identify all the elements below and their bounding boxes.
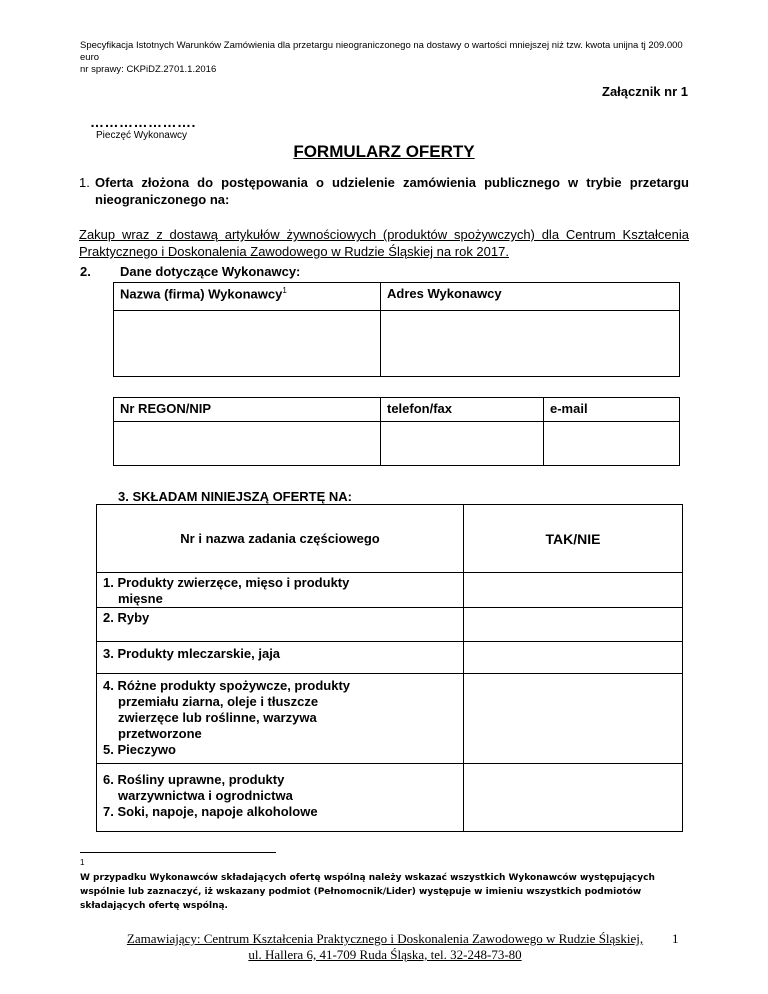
contractor-address-field[interactable] bbox=[381, 311, 680, 377]
footnote-ref: 1 bbox=[282, 286, 287, 295]
task-column-header bbox=[97, 505, 464, 573]
footnote-number: 1 bbox=[80, 858, 85, 867]
phone-label: telefon/fax bbox=[387, 401, 453, 416]
task-6-7-answer[interactable] bbox=[464, 764, 683, 832]
section-1-number: 1. bbox=[79, 175, 90, 190]
footer-line-2: ul. Hallera 6, 41-709 Ruda Śląska, tel. 32-248-73-80 bbox=[248, 947, 522, 962]
task-row-2 bbox=[97, 608, 464, 642]
task-1-line2: mięsne bbox=[118, 591, 163, 606]
contractor-name-field[interactable] bbox=[114, 311, 381, 377]
regon-label: Nr REGON/NIP bbox=[120, 401, 212, 416]
contractor-address-header bbox=[381, 283, 680, 311]
task-1-answer[interactable] bbox=[464, 573, 683, 608]
task-4-line4: przetworzone bbox=[118, 726, 202, 741]
section-2-number: 2. bbox=[80, 264, 91, 279]
section-1 bbox=[79, 174, 689, 208]
task-7-line1: 7. Soki, napoje, napoje alkoholowe bbox=[103, 804, 318, 819]
contractor-address-label: Adres Wykonawcy bbox=[387, 286, 502, 301]
phone-field[interactable] bbox=[381, 422, 544, 466]
task-5-line1: 5. Pieczywo bbox=[103, 742, 176, 757]
section-2-title: Dane dotyczące Wykonawcy: bbox=[120, 264, 301, 279]
task-4-line1: 4. Różne produkty spożywcze, produkty bbox=[103, 678, 351, 693]
task-4-5-answer[interactable] bbox=[464, 674, 683, 764]
task-row-3 bbox=[97, 642, 464, 674]
task-2-answer[interactable] bbox=[464, 608, 683, 642]
task-3-line1: 3. Produkty mleczarskie, jaja bbox=[103, 646, 281, 661]
offer-table bbox=[96, 504, 683, 832]
task-4-line3: zwierzęce lub roślinne, warzywa bbox=[118, 710, 317, 725]
email-field[interactable] bbox=[544, 422, 680, 466]
email-header bbox=[544, 398, 680, 422]
phone-header bbox=[381, 398, 544, 422]
section-1-text: Oferta złożona do postępowania o udzielenie zamówienia publicznego w trybie przetargu nieograniczonego na: bbox=[95, 175, 689, 207]
footnote-divider bbox=[80, 852, 276, 853]
answer-column-header bbox=[464, 505, 683, 573]
section-3-title: 3. SKŁADAM NINIEJSZĄ OFERTĘ NA: bbox=[118, 489, 353, 504]
task-row-1 bbox=[97, 573, 464, 608]
footer-line-1: Zamawiający: Centrum Kształcenia Praktycznego i Doskonalenia Zawodowego w Rudzie Śląskiej, bbox=[126, 931, 644, 946]
task-6-line2: warzywnictwa i ogrodnictwa bbox=[118, 788, 293, 803]
page-number: 1 bbox=[672, 931, 679, 946]
stamp-dots: …………………. bbox=[90, 114, 196, 130]
task-row-6-7 bbox=[97, 764, 464, 832]
task-2-line1: 2. Ryby bbox=[103, 610, 150, 625]
task-3-answer[interactable] bbox=[464, 642, 683, 674]
email-label: e-mail bbox=[550, 401, 588, 416]
task-column-label: Nr i nazwa zadania częściowego bbox=[180, 530, 380, 546]
answer-column-label: TAK/NIE bbox=[545, 530, 601, 547]
annex-label: Załącznik nr 1 bbox=[602, 84, 688, 99]
stamp-label: Pieczęć Wykonawcy bbox=[96, 130, 188, 141]
page-title: FORMULARZ OFERTY bbox=[293, 142, 475, 161]
page-footer bbox=[110, 931, 660, 963]
header-spec-line: Specyfikacja Istotnych Warunków Zamówienia dla przetargu nieograniczonego na dostawy o wartości mniejszej niż tzw. kwota unijna tj 209.000 euro bbox=[80, 40, 683, 63]
task-1-line1: 1. Produkty zwierzęce, mięso i produkty bbox=[103, 575, 350, 590]
task-4-line2: przemiału ziarna, oleje i tłuszcze bbox=[118, 694, 319, 709]
header-case-number: nr sprawy: CKPiDZ.2701.1.2016 bbox=[80, 64, 217, 75]
contractor-table-1 bbox=[113, 282, 680, 377]
contractor-name-label: Nazwa (firma) Wykonawcy bbox=[120, 286, 283, 302]
footnote-text: W przypadku Wykonawców składających ofertę wspólną należy wskazać wszystkich Wykonawców występujących wspólnie lub zaznaczyć, iż wskazany podmiot (Pełnomocnik/Lider) występuje w imieniu wszystkich podmiotów składających ofertę wspólną. bbox=[80, 873, 655, 911]
regon-field[interactable] bbox=[114, 422, 381, 466]
task-row-4-5 bbox=[97, 674, 464, 764]
order-subject: Zakup wraz z dostawą artykułów żywnościowych (produktów spożywczych) dla Centrum Kształcenia Praktycznego i Doskonalenia Zawodowego w Rudzie Śląskiej na rok 2017. bbox=[79, 227, 689, 259]
task-6-line1: 6. Rośliny uprawne, produkty bbox=[103, 772, 285, 787]
contractor-table-2 bbox=[113, 397, 680, 466]
contractor-name-header bbox=[114, 283, 381, 311]
regon-header bbox=[114, 398, 381, 422]
running-header bbox=[80, 40, 700, 76]
